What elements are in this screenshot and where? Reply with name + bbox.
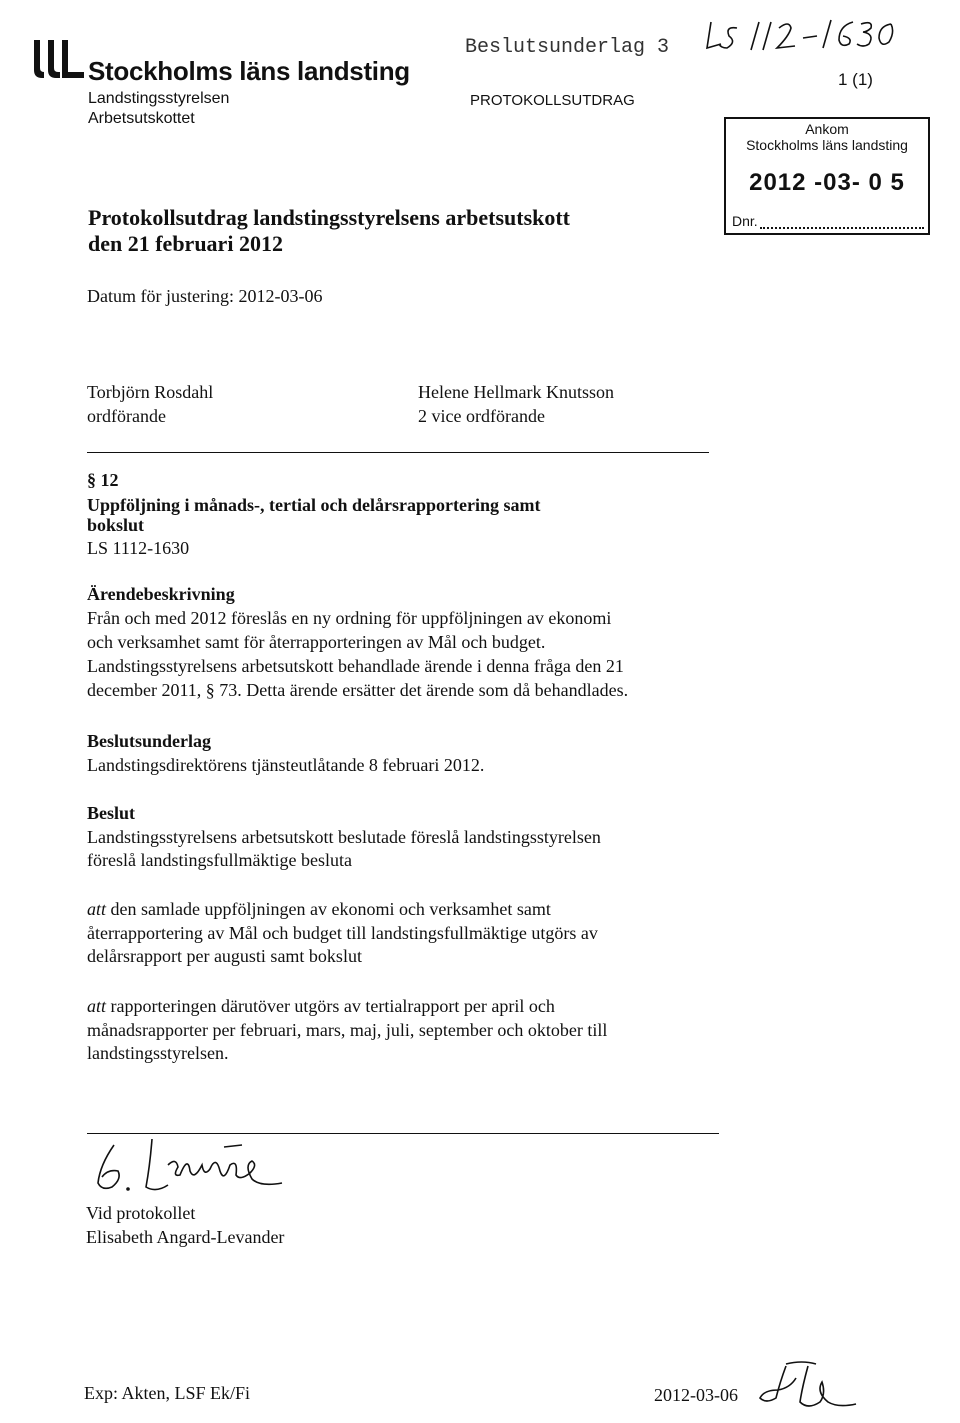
att-clause-line: landstingsstyrelsen. [87,1043,229,1063]
vice-chairman-role: 2 vice ordförande [418,406,545,426]
handwritten-initials [756,1358,866,1414]
arendebeskrivning-line: och verksamhet samt för återrapporteringen av Mål och budget. [87,632,546,652]
section-heading-line1: Uppföljning i månads-, tertial och delårsrapportering samt [87,495,541,515]
case-number: LS 1112-1630 [87,538,190,558]
stamp-dnr-label: Dnr. [732,213,758,229]
document-label: Beslutsunderlag 3 [465,36,670,59]
handwritten-signature [92,1135,292,1199]
org-subtitle-committee: Arbetsutskottet [88,110,195,127]
section-number: § 12 [87,470,119,490]
arendebeskrivning-line: december 2011, § 73. Detta ärende ersätter det ärende som då behandlades. [87,680,629,700]
chairman-role: ordförande [87,406,166,426]
handwritten-case-number [703,14,903,54]
att-clause-line: delårsrapport per augusti samt bokslut [87,946,362,966]
beslutsunderlag-heading: Beslutsunderlag [87,731,212,751]
document-title-line1: Protokollsutdrag landstingsstyrelsens arbetsutskott [88,205,571,230]
arendebeskrivning-line: Landstingsstyrelsens arbetsutskott behandlade ärende i denna fråga den 21 [87,656,624,676]
beslut-heading: Beslut [87,803,136,823]
stamp-received-label: Ankom [805,121,849,137]
justering-date: Datum för justering: 2012-03-06 [87,286,323,306]
chairman-name: Torbjörn Rosdahl [87,382,214,402]
att-keyword: att [87,899,107,919]
beslut-line: föreslå landstingsfullmäktige besluta [87,850,352,870]
att-clause-text: den samlade uppföljningen av ekonomi och verksamhet samt [110,899,551,919]
att-clause-1 [87,899,551,920]
att-clause-line: återrapportering av Mål och budget till landstingsfullmäktige utgörs av [87,923,598,943]
stamp-date: 2012 -03- 0 5 [749,169,905,196]
document-type: PROTOKOLLSUTDRAG [470,92,635,109]
beslut-line: Landstingsstyrelsens arbetsutskott beslutade föreslå landstingsstyrelsen [87,827,601,847]
sll-logo-icon [30,34,86,84]
org-name: Stockholms läns landsting [88,56,410,86]
document-title-line2: den 21 februari 2012 [88,231,283,256]
stamp-organization: Stockholms läns landsting [746,137,908,153]
stamp-dnr-line [760,227,924,229]
protocol-secretary-name: Elisabeth Angard-Levander [86,1227,285,1247]
att-clause-line: månadsrapporter per februari, mars, maj, juli, september och oktober till [87,1020,608,1040]
distribution-list: Exp: Akten, LSF Ek/Fi [84,1383,251,1403]
vice-chairman-name: Helene Hellmark Knutsson [418,382,614,402]
att-clause-text: rapporteringen därutöver utgörs av tertialrapport per april och [110,996,555,1016]
protocol-label: Vid protokollet [86,1203,196,1223]
divider-bottom [87,1133,719,1134]
footer-date: 2012-03-06 [654,1385,738,1405]
beslutsunderlag-text: Landstingsdirektörens tjänsteutlåtande 8 februari 2012. [87,755,485,775]
section-heading-line2: bokslut [87,515,145,535]
att-clause-2 [87,996,555,1017]
arendebeskrivning-heading: Ärendebeskrivning [87,584,235,604]
divider-top [87,452,709,453]
arendebeskrivning-line: Från och med 2012 föreslås en ny ordning för uppföljningen av ekonomi [87,608,612,628]
org-subtitle-board: Landstingsstyrelsen [88,90,230,107]
att-keyword: att [87,996,107,1016]
page-number: 1 (1) [838,70,873,89]
received-stamp [724,117,930,235]
